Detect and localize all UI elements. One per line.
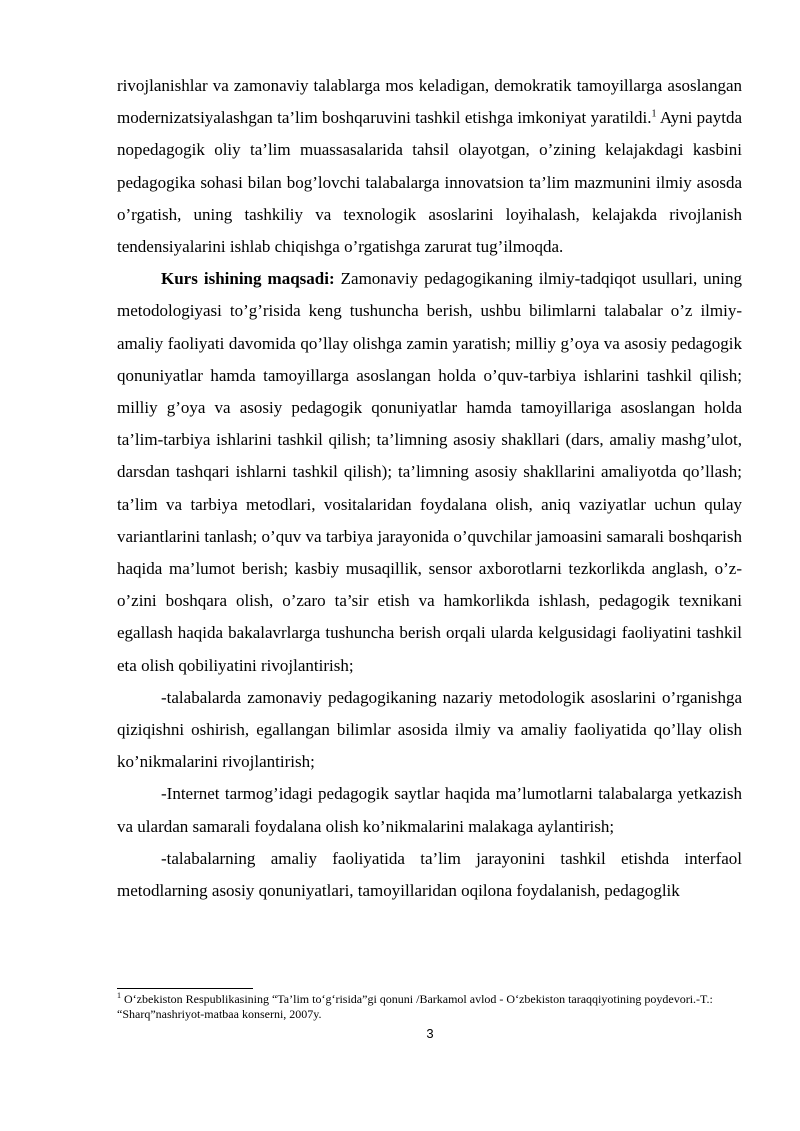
- goal-heading: Kurs ishining maqsadi:: [161, 269, 335, 289]
- paragraph-2-text: Zamonaviy pedagogikaning ilmiy-tadqiqot usullari, uning metodologiyasi to’g’risida keng tushuncha berish, ushbu bilimlarni talabalar o’z ilmiy-amaliy faoliyati davomida qo’llay olishga zamin yaratish; milliy g’oya va asosiy pedagogik qonuniyatlar hamda tamoyillarga asoslangan holda o’quv-tarbiya ishlarini tashkil qilish; milliy g’oya va asosiy pedagogik qonuniyatlar hamda tamoyillariga asoslangan holda ta’lim-tarbiya ishlarini tashkil qilish; ta’limning asosiy shakllari (dars, amaliy mashg’ulot, darsdan tashqari ishlarni tashkil qilish); ta’limning asosiy shakllarini amaliyotda qo’llash; ta’lim va tarbiya metodlari, vositalaridan foydalana olish, aniq vaziyatlar uchun qulay variantlarini tanlash; o’quv va tarbiya jarayonida o’quvchilar jamoasini samarali boshqarish haqida ma’lumot berish; kasbiy musaqillik, sensor axborotlarni tezkorlikda anglash, o’z-o’zini boshqara olish, o’zaro ta’sir etish va hamkorlikda ishlash, pedagogik texnikani egallash haqida bakalavrlarga tushuncha berish orqali ularda kelgusidagi faoliyatini tashkil eta olish qobiliyatini rivojlantirish;: [117, 269, 742, 675]
- document-body: [117, 70, 742, 907]
- page-number: 3: [426, 1026, 434, 1041]
- footnote-separator: [117, 988, 253, 989]
- paragraph-3: -talabalarda zamonaviy pedagogikaning nazariy metodologik asoslarini o’rganishga qiziqishni oshirish, egallangan bilimlar asosida ilmiy va amaliy faoliyatida qo’llay olish ko’nikmalarini rivojlantirish;: [117, 687, 742, 772]
- paragraph-4: -Internet tarmog’idagi pedagogik saytlar haqida ma’lumotlarni talabalarga yetkazish va ulardan samarali foydalana olish ko’nikmalarini malakaga aylantirish;: [117, 784, 742, 836]
- footnote-text: O‘zbekiston Respublikasining “Ta’lim to‘g‘risida”gi qonuni /Barkamol avlod - O‘zbekiston taraqqiyotining poydevori.-T.: “Sharq”nashriyot-matbaa konserni, 2007y.: [117, 992, 713, 1021]
- paragraph-1-text-a: rivojlanishlar va zamonaviy talablarga mos keladigan, demokratik tamoyillarga asoslangan modernizatsiyalashgan ta’lim boshqaruvini tashkil etishga imkoniyat yaratildi.: [117, 76, 742, 128]
- footnote-marker: 1: [117, 991, 121, 1000]
- footnote: [117, 992, 742, 1021]
- paragraph-1-text-b: Ayni paytda nopedagogik oliy ta’lim muassasalarida tahsil olayotgan, o’zining kelajakdagi kasbini pedagogika sohasi bilan bog’lovchi talabalarga innovatsion ta’lim mazmunini ilmiy asosda o’rgatish, uning tashkiliy va texnologik asoslarini loyihalash, kelajakda rivojlanish tendensiyalarini ishlab chiqishga o’rgatishga zarurat tug’ilmoqda.: [117, 108, 742, 257]
- paragraph-1: [117, 70, 742, 263]
- paragraph-2: [117, 263, 742, 682]
- footnote-reference[interactable]: 1: [651, 108, 657, 120]
- paragraph-5: -talabalarning amaliy faoliyatida ta’lim jarayonini tashkil etishda interfaol metodlarning asosiy qonuniyatlari, tamoyillaridan oqilona foydalanish, pedagoglik: [117, 848, 742, 901]
